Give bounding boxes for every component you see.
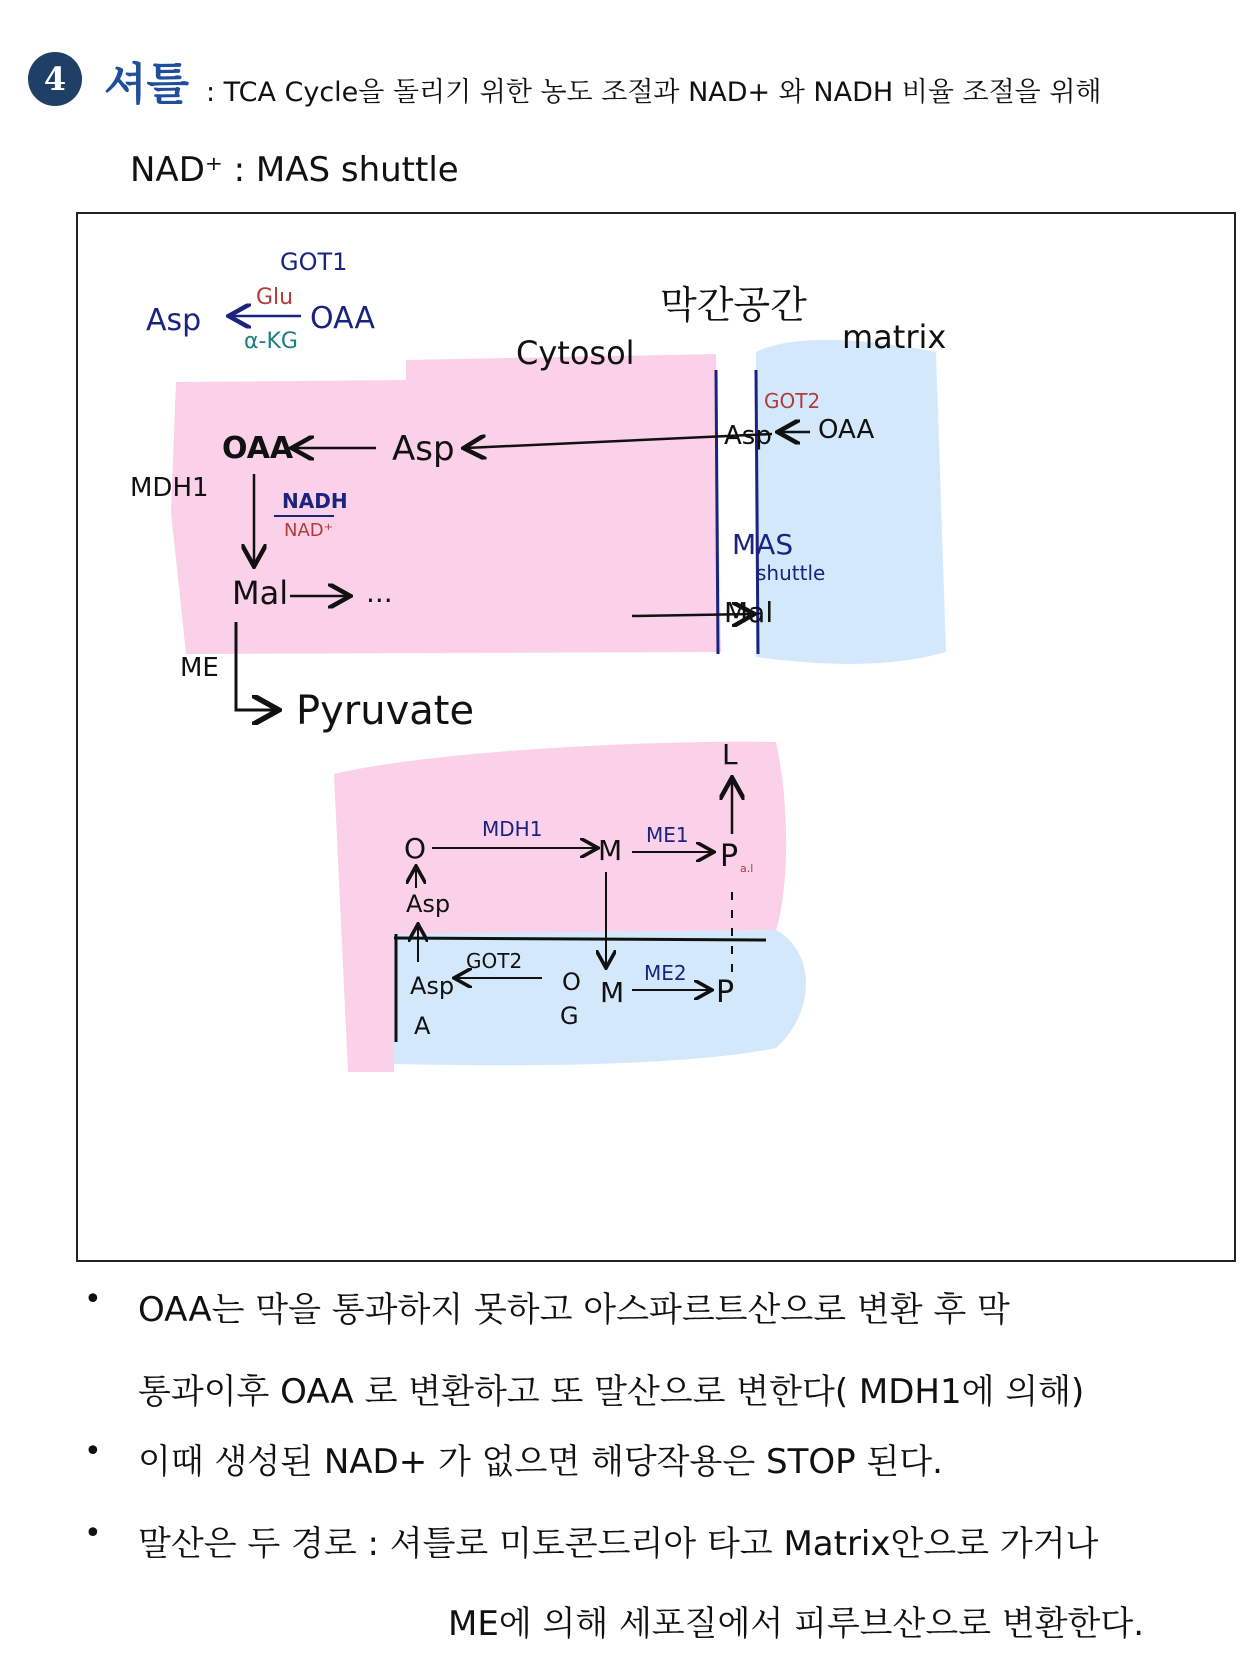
membrane-outer-line (716, 370, 718, 654)
cytosol-asp: Asp (392, 429, 455, 469)
lower-asp-top: Asp (406, 890, 451, 918)
intermembrane-label: 막간공간 (660, 283, 807, 327)
cytosol-nad: NAD⁺ (284, 520, 334, 541)
got1-asp: Asp (146, 303, 202, 338)
lower-mdh1: MDH1 (482, 817, 543, 841)
bullet-marker: • (84, 1516, 102, 1551)
lower-p-top: P (720, 839, 739, 874)
section-number-badge: 4 (28, 52, 82, 106)
me-label: ME (180, 653, 219, 683)
lower-og-g: G (560, 1002, 579, 1030)
lower-l: L (722, 738, 738, 771)
lower-me2: ME2 (644, 961, 687, 985)
cytosol-mal: Mal (232, 574, 289, 612)
matrix-label: matrix (842, 318, 947, 356)
section-subtitle: : TCA Cycle을 돌리기 위한 농도 조절과 NAD+ 와 NADH 비율 조절을 위해 (206, 77, 1102, 108)
bullet-text: 이때 생성된 NAD+ 가 없으면 해당작용은 STOP 된다. (138, 1442, 943, 1482)
lower-o: O (404, 832, 427, 865)
bullet-marker: • (84, 1434, 102, 1469)
lower-og-o: O (562, 968, 581, 996)
lower-m-top: M (598, 834, 623, 867)
pyruvate-label: Pyruvate (296, 688, 475, 734)
lower-a: A (414, 1012, 431, 1040)
bullet-text: 통과이후 OAA 로 변환하고 또 말산으로 변한다( MDH1에 의해) (138, 1372, 1085, 1412)
subheading: NAD⁺ : MAS shuttle (130, 150, 459, 190)
bullet-text: ME에 의해 세포질에서 피루브산으로 변환한다. (448, 1604, 1145, 1644)
lower-me1: ME1 (646, 823, 689, 847)
lower-p-bottom: P (716, 975, 735, 1010)
mdh1-label: MDH1 (130, 473, 209, 503)
bullet-marker: • (84, 1282, 102, 1317)
matrix-oaa: OAA (818, 415, 875, 445)
got1-oaa: OAA (310, 301, 375, 336)
lower-asp-bottom: Asp (410, 972, 455, 1000)
got1-glu: Glu (256, 285, 294, 310)
lower-membrane-line (394, 938, 766, 940)
got1-label: GOT1 (280, 248, 348, 276)
lower-m-bottom: M (600, 976, 625, 1009)
bullet-text: OAA는 막을 통과하지 못하고 아스파르트산으로 변환 후 막 (138, 1290, 1010, 1330)
section-title: 셔틀 (104, 59, 190, 110)
bullet-text: 말산은 두 경로 : 셔틀로 미토콘드리아 타고 Matrix안으로 가거나 (138, 1524, 1099, 1564)
matrix-asp: Asp (724, 421, 772, 451)
got1-akg: α-KG (244, 329, 298, 354)
matrix-mal: Mal (724, 596, 774, 629)
mas-shuttle-diagram (76, 212, 1236, 1262)
shuttle-label: shuttle (756, 561, 826, 585)
mas-label: MAS (732, 528, 794, 561)
lower-got2: GOT2 (466, 949, 523, 973)
cytosol-nadh: NADH (282, 489, 348, 513)
got2-label: GOT2 (764, 389, 821, 413)
mal-ellipsis: ... (366, 576, 393, 609)
cytosol-oaa: OAA (222, 431, 294, 466)
cytosol-label: Cytosol (516, 334, 635, 372)
lower-p-sub: a.l (740, 862, 754, 875)
